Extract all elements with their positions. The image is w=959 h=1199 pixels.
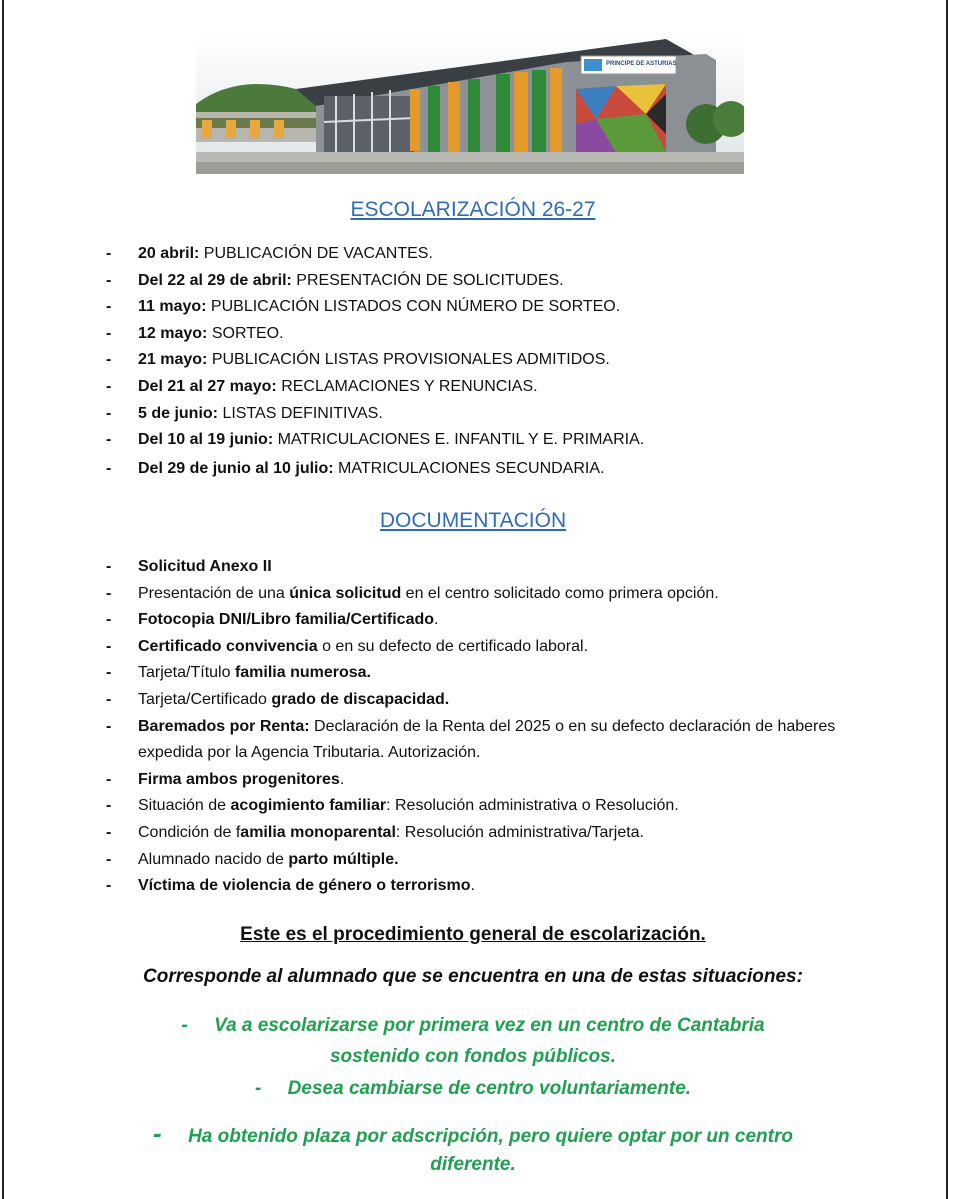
bullet-dash: - — [106, 558, 112, 575]
document-item: - Fotocopia DNI/Libro familia/Certificado. — [106, 607, 846, 634]
photo-sign-text: PRINCIPE DE ASTURIAS — [606, 61, 677, 67]
documents-list — [106, 554, 846, 900]
escolarizacion-title: ESCOLARIZACIÓN 26-27 — [350, 198, 596, 221]
document-item: - Víctima de violencia de género o terrorismo. — [106, 873, 846, 900]
schedule-item: - 5 de junio: LISTAS DEFINITIVAS. — [106, 401, 644, 428]
bullet-dash: - — [254, 1078, 262, 1099]
schedule-item: - 21 mayo: PUBLICACIÓN LISTAS PROVISIONALES ADMITIDOS. — [106, 347, 644, 374]
schedule-item: - 12 mayo: SORTEO. — [106, 321, 644, 348]
bullet-dash: - — [106, 877, 112, 895]
situation-first-time-cont: sostenido con fondos públicos. — [329, 1046, 617, 1067]
bullet-dash: - — [106, 611, 112, 629]
bullet-dash: - — [106, 823, 112, 841]
bullet-dash: - — [106, 584, 112, 602]
situation-adscription: - Ha obtenido plaza por adscripción, pero quiere optar por un centro — [153, 1118, 793, 1148]
bullet-dash: - — [106, 324, 112, 342]
bullet-dash: - — [106, 245, 112, 262]
document-item: - Baremados por Renta: Declaración de la Renta del 2025 o en su defecto declaración de haberes expedida por la Agencia Tributaria. Autorización. — [106, 714, 846, 767]
schedule-item: - Del 29 de junio al 10 julio: MATRICULACIONES SECUNDARIA. — [106, 454, 644, 484]
document-item: - Presentación de una única solicitud en el centro solicitado como primera opción. — [106, 581, 846, 608]
schedule-list — [106, 241, 644, 484]
procedure-heading: Este es el procedimiento general de escolarización. — [240, 924, 706, 945]
document-item: - Situación de acogimiento familiar: Resolución administrativa o Resolución. — [106, 793, 846, 820]
bullet-dash: - — [181, 1015, 188, 1036]
school-building-photo — [196, 34, 744, 174]
schedule-item: - Del 22 al 29 de abril: PRESENTACIÓN DE SOLICITUDES. — [106, 268, 644, 295]
bullet-dash: - — [106, 770, 112, 788]
bullet-dash: - — [106, 690, 112, 708]
bullet-dash: - — [106, 717, 112, 735]
document-item: - Tarjeta/Título familia numerosa. — [106, 660, 846, 687]
bullet-dash: - — [106, 637, 112, 655]
document-item: - Tarjeta/Certificado grado de discapacidad. — [106, 687, 846, 714]
bullet-dash: - — [106, 664, 112, 682]
situation-first-time: - Va a escolarizarse por primera vez en un centro de Cantabria — [181, 1015, 765, 1036]
document-item: - Certificado convivencia o en su defecto de certificado laboral. — [106, 634, 846, 661]
document-item: - Condición de familia monoparental: Resolución administrativa/Tarjeta. — [106, 820, 846, 847]
bullet-dash: - — [106, 459, 112, 477]
bullet-dash: - — [153, 1118, 162, 1148]
document-item: - Solicitud Anexo II — [106, 554, 846, 581]
situation-voluntary-change: - Desea cambiarse de centro voluntariamente. — [254, 1078, 692, 1099]
schedule-item: - 11 mayo: PUBLICACIÓN LISTADOS CON NÚMERO DE SORTEO. — [106, 294, 644, 321]
bullet-dash: - — [106, 377, 112, 395]
bullet-dash: - — [106, 271, 112, 289]
schedule-item: - Del 21 al 27 mayo: RECLAMACIONES Y RENUNCIAS. — [106, 374, 644, 401]
document-item: - Firma ambos progenitores. — [106, 767, 846, 794]
bullet-dash: - — [106, 431, 112, 449]
situation-adscription-cont: diferente. — [430, 1154, 516, 1175]
bullet-dash: - — [106, 298, 112, 316]
bullet-dash: - — [106, 850, 112, 868]
situations-intro: Corresponde al alumnado que se encuentra en una de estas situaciones: — [143, 966, 803, 987]
document-item: - Alumnado nacido de parto múltiple. — [106, 847, 846, 874]
bullet-dash: - — [106, 351, 112, 369]
schedule-item: - Del 10 al 19 junio: MATRICULACIONES E. INFANTIL Y E. PRIMARIA. — [106, 427, 644, 454]
documentacion-title: DOCUMENTACIÓN — [379, 509, 567, 532]
schedule-item: - 20 abril: PUBLICACIÓN DE VACANTES. — [106, 241, 644, 268]
bullet-dash: - — [106, 404, 112, 422]
bullet-dash: - — [106, 797, 112, 815]
